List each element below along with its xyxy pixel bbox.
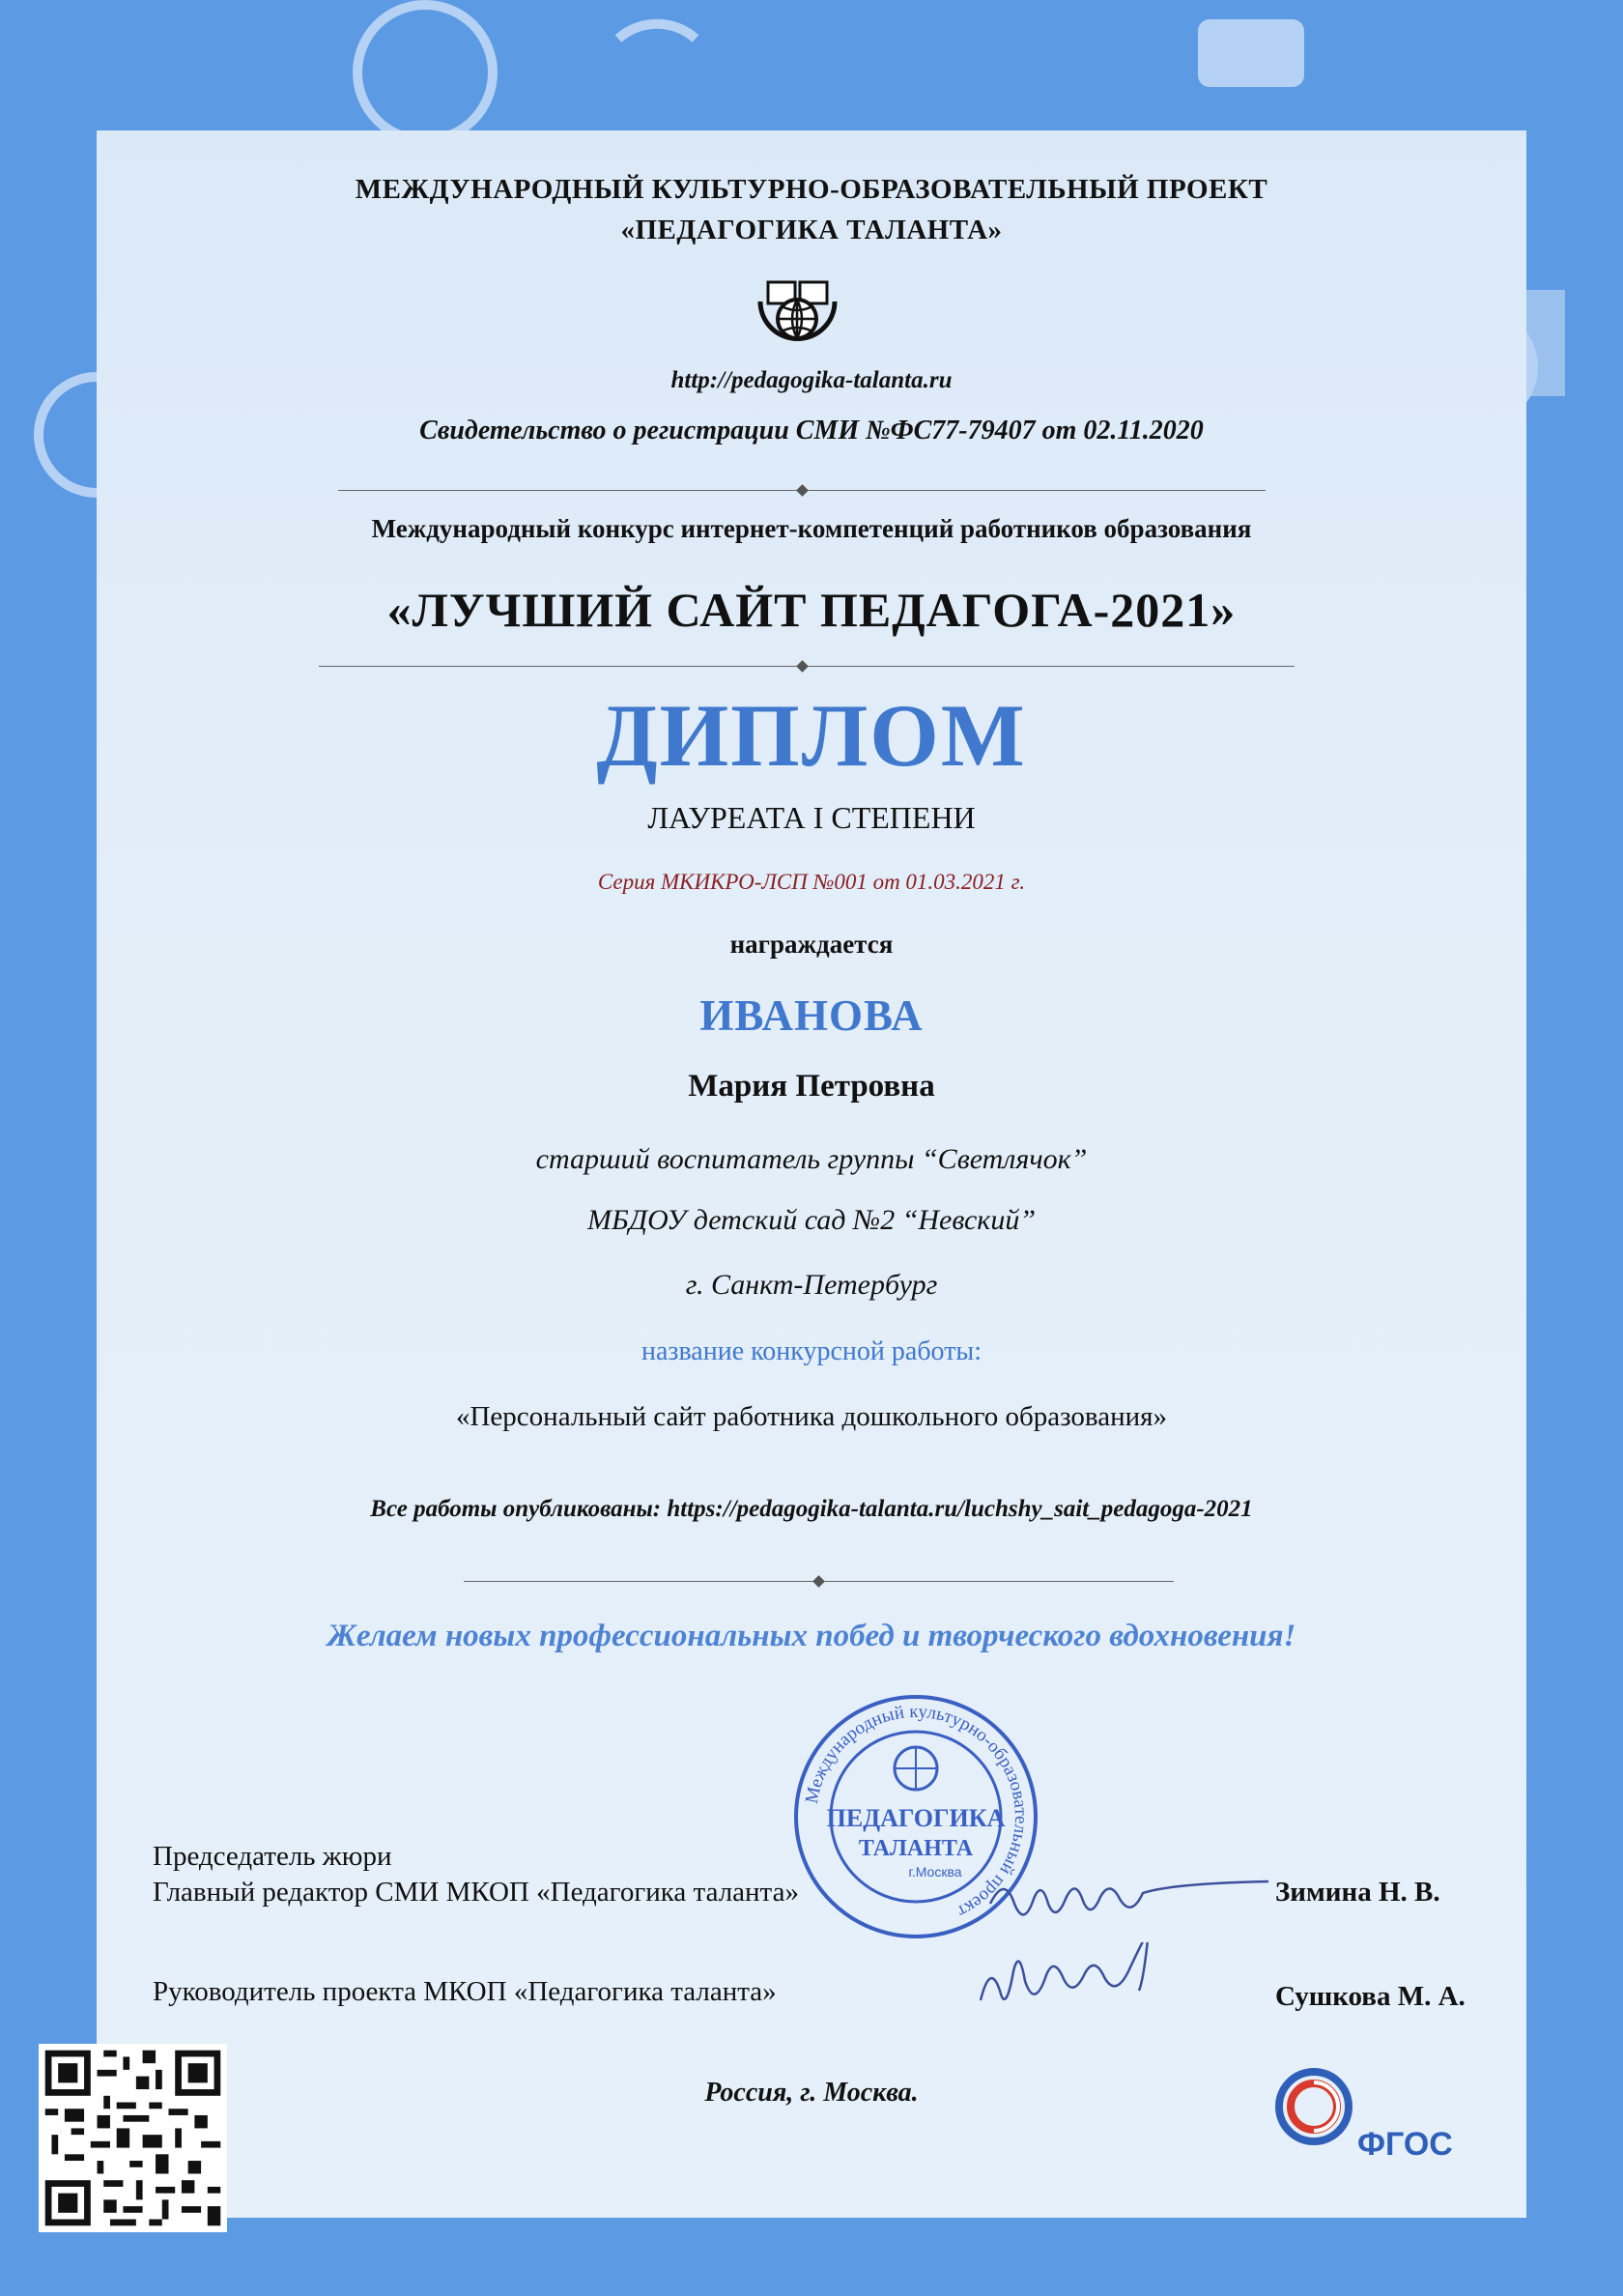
recipient-surname: ИВАНОВА: [699, 991, 924, 1040]
head-title: Руководитель проекта МКОП «Педагогика таланта»: [153, 1976, 777, 2007]
diploma-heading: ДИПЛОМ: [596, 686, 1027, 785]
divider-diamond-icon: [796, 660, 809, 673]
recipient-city: г. Санкт-Петербург: [685, 1269, 938, 1301]
head-signature: [971, 1942, 1183, 2020]
awarded-label: награждается: [729, 930, 894, 959]
work-title: «Персональный сайт работника дошкольного образования»: [455, 1401, 1167, 1432]
contest-description: Международный конкурс интернет-компетенций работников образования: [371, 514, 1252, 543]
fgos-label: ФГОС: [1357, 2126, 1453, 2163]
divider-diamond-icon: [796, 484, 809, 497]
head-name: Сушкова М. А.: [1275, 1981, 1466, 2012]
stamp-center-line2: ТАЛАНТА: [858, 1836, 974, 1861]
chair-role: Председатель жюри: [153, 1841, 392, 1872]
qr-code[interactable]: [39, 2044, 227, 2232]
contest-title: «ЛУЧШИЙ САЙТ ПЕДАГОГА-2021»: [386, 583, 1237, 637]
recipient-organization: МБДОУ детский сад №2 “Невский”: [586, 1204, 1037, 1236]
chair-name: Зимина Н. В.: [1275, 1877, 1440, 1908]
divider-diamond-icon: [812, 1575, 825, 1588]
recipient-name: Мария Петровна: [688, 1069, 935, 1104]
footer-country: Россия, г. Москва.: [704, 2078, 919, 2108]
project-name: «ПЕДАГОГИКА ТАЛАНТА»: [620, 215, 1003, 245]
work-label: название конкурсной работы:: [641, 1336, 982, 1366]
chair-title: Главный редактор СМИ МКОП «Педагогика таланта»: [153, 1877, 799, 1908]
chair-signature: [985, 1870, 1275, 1928]
published-link[interactable]: Все работы опубликованы: https://pedagogika-talanta.ru/luchshy_sait_pedagoga-2021: [370, 1496, 1253, 1522]
website-url[interactable]: http://pedagogika-talanta.ru: [670, 367, 953, 393]
diploma-series: Серия МКИКРО-ЛСП №001 от 01.03.2021 г.: [597, 870, 1026, 894]
wish-text: Желаем новых профессиональных побед и творческого вдохновения!: [327, 1619, 1296, 1653]
project-title: МЕЖДУНАРОДНЫЙ КУЛЬТУРНО-ОБРАЗОВАТЕЛЬНЫЙ ПРОЕКТ: [355, 174, 1268, 205]
registration-text: Свидетельство о регистрации СМИ №ФС77-79407 от 02.11.2020: [419, 416, 1204, 445]
fgos-logo-icon: [1261, 2063, 1468, 2169]
recipient-position: старший воспитатель группы “Светлячок”: [535, 1143, 1088, 1175]
stamp-ring-text: Международный культурно-образовательный проект: [801, 1701, 1032, 1922]
stamp-city: г.Москва: [908, 1864, 962, 1880]
stamp-center-line1: ПЕДАГОГИКА: [826, 1804, 1006, 1832]
book-globe-logo-icon: [747, 263, 848, 350]
diploma-degree: ЛАУРЕАТА I СТЕПЕНИ: [647, 800, 976, 835]
